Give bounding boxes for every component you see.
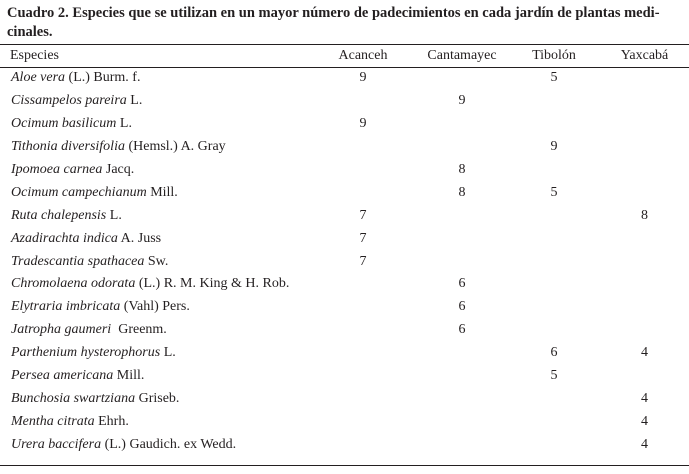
header-acanceh: Acanceh bbox=[338, 48, 388, 63]
value-acanceh: 9 bbox=[359, 116, 367, 132]
scientific-name: Ocimum campechianum bbox=[11, 184, 147, 200]
value-acanceh bbox=[310, 433, 416, 456]
value-tibolon: 9 bbox=[550, 139, 558, 155]
value-tibolon bbox=[508, 204, 600, 227]
value-yaxcaba bbox=[600, 159, 689, 182]
authority: L. bbox=[116, 116, 132, 132]
species-cell bbox=[0, 365, 310, 388]
table-row bbox=[0, 136, 689, 159]
value-acanceh bbox=[310, 296, 416, 319]
scientific-name: Chromolaena odorata bbox=[11, 276, 136, 292]
value-acanceh: 7 bbox=[359, 230, 367, 246]
value-acanceh bbox=[310, 90, 416, 113]
value-yaxcaba bbox=[600, 113, 689, 136]
species-cell bbox=[0, 410, 310, 433]
value-tibolon bbox=[508, 90, 600, 113]
value-yaxcaba bbox=[600, 90, 689, 113]
value-tibolon bbox=[508, 296, 600, 319]
value-acanceh bbox=[310, 387, 416, 410]
value-tibolon bbox=[508, 273, 600, 296]
authority: Sw. bbox=[144, 253, 169, 269]
value-yaxcaba bbox=[600, 67, 689, 90]
value-acanceh: 7 bbox=[359, 253, 367, 269]
scientific-name: Aloe vera bbox=[11, 70, 66, 86]
value-yaxcaba bbox=[600, 319, 689, 342]
caption-line-2: cinales. bbox=[7, 23, 53, 40]
species-cell bbox=[0, 113, 310, 136]
value-cantamayec bbox=[416, 250, 508, 273]
table-row bbox=[0, 204, 689, 227]
value-acanceh bbox=[310, 136, 416, 159]
species-cell bbox=[0, 204, 310, 227]
table-row bbox=[0, 365, 689, 388]
table-row bbox=[0, 319, 689, 342]
authority: (L.) Gaudich. ex Wedd. bbox=[101, 436, 237, 452]
value-acanceh: 7 bbox=[359, 207, 367, 223]
value-cantamayec bbox=[416, 365, 508, 388]
value-cantamayec: 8 bbox=[458, 184, 466, 200]
scientific-name: Tradescantia spathacea bbox=[11, 253, 145, 269]
species-cell bbox=[0, 387, 310, 410]
scientific-name: Jatropha gaumeri bbox=[11, 322, 112, 338]
species-cell bbox=[0, 250, 310, 273]
table-row bbox=[0, 90, 689, 113]
value-tibolon: 5 bbox=[550, 368, 558, 384]
authority: (Vahl) Pers. bbox=[120, 299, 190, 315]
table-bottom-rule bbox=[0, 465, 689, 466]
value-acanceh bbox=[310, 273, 416, 296]
species-cell bbox=[0, 296, 310, 319]
value-acanceh bbox=[310, 410, 416, 433]
value-cantamayec bbox=[416, 204, 508, 227]
value-yaxcaba bbox=[600, 365, 689, 388]
table-row bbox=[0, 410, 689, 433]
value-cantamayec bbox=[416, 227, 508, 250]
species-cell bbox=[0, 433, 310, 456]
authority: L. bbox=[106, 207, 122, 223]
authority: A. Juss bbox=[117, 230, 162, 246]
table-row bbox=[0, 113, 689, 136]
value-yaxcaba bbox=[600, 250, 689, 273]
value-tibolon: 6 bbox=[550, 345, 558, 361]
header-yaxcaba: Yaxcabá bbox=[620, 48, 669, 63]
value-yaxcaba bbox=[600, 227, 689, 250]
table-row bbox=[0, 296, 689, 319]
value-yaxcaba bbox=[600, 273, 689, 296]
value-yaxcaba bbox=[600, 296, 689, 319]
scientific-name: Ruta chalepensis bbox=[11, 207, 107, 223]
value-acanceh bbox=[310, 181, 416, 204]
value-acanceh: 9 bbox=[359, 70, 367, 86]
scientific-name: Cissampelos pareira bbox=[11, 93, 127, 109]
table-row bbox=[0, 273, 689, 296]
value-tibolon bbox=[508, 159, 600, 182]
scientific-name: Urera baccifera bbox=[11, 436, 102, 452]
species-cell bbox=[0, 227, 310, 250]
scientific-name: Parthenium hysterophorus bbox=[11, 345, 161, 361]
authority: L. bbox=[160, 345, 176, 361]
species-cell bbox=[0, 136, 310, 159]
value-tibolon bbox=[508, 227, 600, 250]
value-acanceh bbox=[310, 342, 416, 365]
authority: Jacq. bbox=[102, 162, 135, 177]
authority: Mill. bbox=[113, 368, 145, 384]
authority: Mill. bbox=[146, 184, 178, 200]
value-yaxcaba: 4 bbox=[641, 413, 648, 429]
table-row bbox=[0, 250, 689, 273]
value-tibolon bbox=[508, 410, 600, 433]
table-body bbox=[0, 67, 689, 456]
value-cantamayec bbox=[416, 410, 508, 433]
scientific-name: Tithonia diversifolia bbox=[11, 139, 125, 155]
value-cantamayec bbox=[416, 113, 508, 136]
species-cell bbox=[0, 181, 310, 204]
species-table bbox=[0, 45, 689, 456]
table-row bbox=[0, 181, 689, 204]
scientific-name: Azadirachta indica bbox=[11, 230, 118, 246]
table-header-row bbox=[0, 45, 689, 67]
value-yaxcaba bbox=[600, 136, 689, 159]
value-tibolon bbox=[508, 319, 600, 342]
authority: (L.) Burm. f. bbox=[65, 70, 141, 86]
table-row bbox=[0, 433, 689, 456]
authority: L. bbox=[126, 93, 143, 109]
table-row bbox=[0, 67, 689, 90]
table-row bbox=[0, 159, 689, 182]
scientific-name: Elytraria imbricata bbox=[11, 299, 121, 315]
species-cell bbox=[0, 273, 310, 296]
value-cantamayec bbox=[416, 433, 508, 456]
authority: (L.) R. M. King & H. Rob. bbox=[135, 276, 290, 292]
value-cantamayec: 9 bbox=[458, 93, 466, 109]
value-yaxcaba: 4 bbox=[641, 390, 648, 406]
value-acanceh bbox=[310, 365, 416, 388]
value-acanceh bbox=[310, 319, 416, 342]
table-row bbox=[0, 227, 689, 250]
value-tibolon bbox=[508, 113, 600, 136]
scientific-name: Ipomoea carnea bbox=[11, 162, 103, 177]
value-cantamayec bbox=[416, 136, 508, 159]
value-cantamayec: 6 bbox=[458, 322, 466, 338]
scientific-name: Ocimum basilicum bbox=[11, 116, 117, 132]
authority: (Hemsl.) A. Gray bbox=[124, 139, 226, 155]
header-tibolon: Tibolón bbox=[532, 48, 576, 63]
value-yaxcaba: 8 bbox=[641, 207, 648, 223]
value-yaxcaba: 4 bbox=[641, 345, 648, 361]
authority: Griseb. bbox=[135, 390, 180, 406]
value-tibolon: 5 bbox=[550, 184, 558, 200]
value-acanceh bbox=[310, 159, 416, 182]
value-tibolon bbox=[508, 433, 600, 456]
species-cell bbox=[0, 319, 310, 342]
table-row bbox=[0, 387, 689, 410]
species-cell bbox=[0, 67, 310, 90]
value-cantamayec: 8 bbox=[458, 162, 466, 177]
scientific-name: Persea americana bbox=[11, 368, 114, 384]
species-cell bbox=[0, 159, 310, 182]
caption-line-1: Cuadro 2. Especies que se utilizan en un mayor número de padecimientos en cada jardín de plantas medi- bbox=[7, 5, 660, 21]
value-tibolon: 5 bbox=[550, 70, 558, 86]
value-cantamayec: 6 bbox=[458, 299, 466, 315]
table-caption bbox=[7, 4, 683, 41]
table-row bbox=[0, 342, 689, 365]
header-cantamayec: Cantamayec bbox=[427, 48, 497, 63]
header-especies: Especies bbox=[10, 48, 59, 63]
scientific-name: Bunchosia swartziana bbox=[11, 390, 136, 406]
authority: Greenm. bbox=[111, 322, 167, 338]
value-cantamayec: 6 bbox=[458, 276, 466, 292]
authority: Ehrh. bbox=[94, 413, 129, 429]
value-cantamayec bbox=[416, 387, 508, 410]
scientific-name: Mentha citrata bbox=[11, 413, 95, 429]
value-cantamayec bbox=[416, 342, 508, 365]
species-cell bbox=[0, 342, 310, 365]
value-yaxcaba bbox=[600, 181, 689, 204]
value-tibolon bbox=[508, 250, 600, 273]
value-yaxcaba: 4 bbox=[641, 436, 648, 452]
species-cell bbox=[0, 90, 310, 113]
value-tibolon bbox=[508, 387, 600, 410]
value-cantamayec bbox=[416, 67, 508, 90]
